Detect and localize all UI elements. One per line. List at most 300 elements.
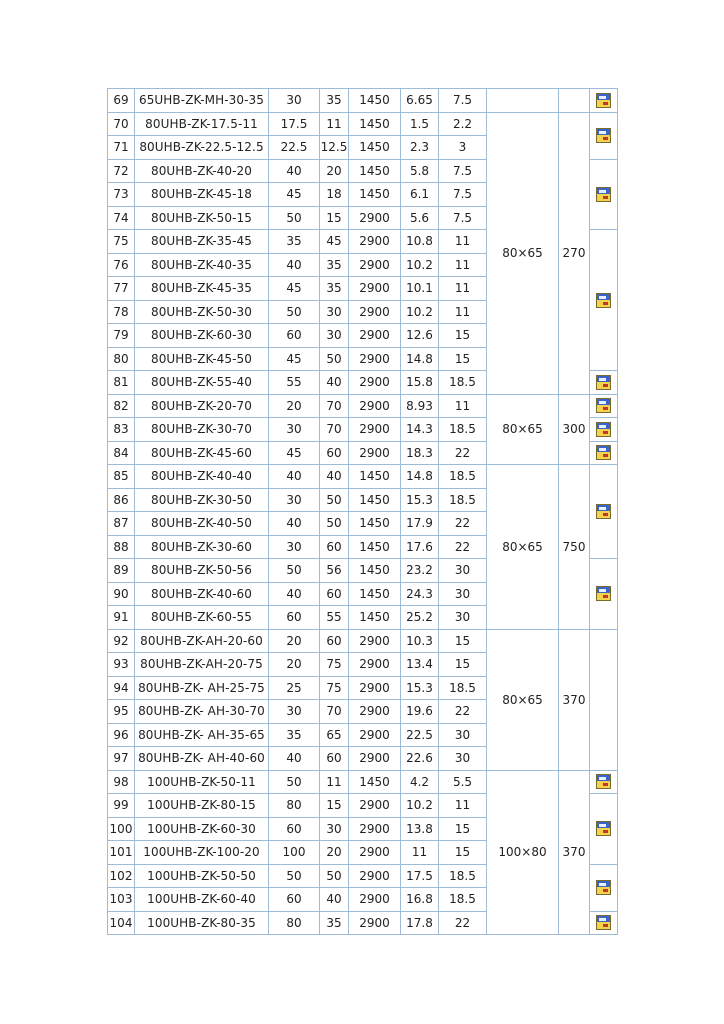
head-cell: 40 xyxy=(320,371,349,395)
drawing-link-cell xyxy=(590,112,618,159)
image-document-icon[interactable] xyxy=(596,445,611,460)
motor-power-cell: 15 xyxy=(439,841,487,865)
motor-power-cell: 18.5 xyxy=(439,488,487,512)
drawing-link-cell xyxy=(590,629,618,770)
image-document-icon[interactable] xyxy=(596,293,611,308)
image-document-icon[interactable] xyxy=(596,187,611,202)
flange-size-cell: 80×65 xyxy=(487,394,559,465)
model-cell: 80UHB-ZK-22.5-12.5 xyxy=(135,136,269,160)
power-cell: 24.3 xyxy=(401,582,439,606)
head-cell: 20 xyxy=(320,841,349,865)
motor-power-cell: 5.5 xyxy=(439,770,487,794)
row-number-cell: 83 xyxy=(108,418,135,442)
flow-cell: 40 xyxy=(269,747,320,771)
flow-cell: 60 xyxy=(269,606,320,630)
drawing-link-cell xyxy=(590,418,618,442)
speed-cell: 2900 xyxy=(349,700,401,724)
table-row xyxy=(108,394,618,418)
head-cell: 60 xyxy=(320,535,349,559)
flange-size-cell: 80×65 xyxy=(487,629,559,770)
motor-power-cell: 7.5 xyxy=(439,89,487,113)
flow-cell: 45 xyxy=(269,183,320,207)
motor-power-cell: 18.5 xyxy=(439,888,487,912)
flow-cell: 50 xyxy=(269,300,320,324)
flow-cell: 50 xyxy=(269,206,320,230)
motor-power-cell: 11 xyxy=(439,277,487,301)
power-cell: 22.5 xyxy=(401,723,439,747)
flange-size-cell: 100×80 xyxy=(487,770,559,935)
flow-cell: 25 xyxy=(269,676,320,700)
flow-cell: 30 xyxy=(269,700,320,724)
drawing-link-cell xyxy=(590,394,618,418)
power-cell: 11 xyxy=(401,841,439,865)
row-number-cell: 99 xyxy=(108,794,135,818)
power-cell: 5.8 xyxy=(401,159,439,183)
row-number-cell: 78 xyxy=(108,300,135,324)
model-cell: 80UHB-ZK-50-56 xyxy=(135,559,269,583)
flow-cell: 45 xyxy=(269,347,320,371)
row-number-cell: 91 xyxy=(108,606,135,630)
row-number-cell: 77 xyxy=(108,277,135,301)
speed-cell: 2900 xyxy=(349,371,401,395)
image-document-icon[interactable] xyxy=(596,821,611,836)
drawing-link-cell xyxy=(590,371,618,395)
flow-cell: 50 xyxy=(269,864,320,888)
head-cell: 15 xyxy=(320,794,349,818)
motor-power-cell: 15 xyxy=(439,653,487,677)
model-cell: 100UHB-ZK-100-20 xyxy=(135,841,269,865)
head-cell: 20 xyxy=(320,159,349,183)
speed-cell: 2900 xyxy=(349,676,401,700)
model-cell: 80UHB-ZK-40-40 xyxy=(135,465,269,489)
image-document-icon[interactable] xyxy=(596,504,611,519)
power-cell: 17.8 xyxy=(401,911,439,935)
speed-cell: 1450 xyxy=(349,465,401,489)
speed-cell: 2900 xyxy=(349,277,401,301)
head-cell: 55 xyxy=(320,606,349,630)
row-number-cell: 101 xyxy=(108,841,135,865)
speed-cell: 2900 xyxy=(349,629,401,653)
power-cell: 5.6 xyxy=(401,206,439,230)
row-number-cell: 79 xyxy=(108,324,135,348)
power-cell: 10.8 xyxy=(401,230,439,254)
model-cell: 80UHB-ZK- AH-40-60 xyxy=(135,747,269,771)
image-document-icon[interactable] xyxy=(596,586,611,601)
row-number-cell: 86 xyxy=(108,488,135,512)
speed-cell: 1450 xyxy=(349,89,401,113)
table-row xyxy=(108,112,618,136)
head-cell: 50 xyxy=(320,864,349,888)
speed-cell: 2900 xyxy=(349,300,401,324)
table-row xyxy=(108,89,618,113)
motor-power-cell: 22 xyxy=(439,700,487,724)
model-cell: 80UHB-ZK-60-30 xyxy=(135,324,269,348)
speed-cell: 2900 xyxy=(349,794,401,818)
row-number-cell: 89 xyxy=(108,559,135,583)
power-cell: 22.6 xyxy=(401,747,439,771)
power-cell: 8.93 xyxy=(401,394,439,418)
motor-power-cell: 15 xyxy=(439,817,487,841)
model-cell: 80UHB-ZK-30-60 xyxy=(135,535,269,559)
head-cell: 65 xyxy=(320,723,349,747)
power-cell: 19.6 xyxy=(401,700,439,724)
flow-cell: 20 xyxy=(269,629,320,653)
image-document-icon[interactable] xyxy=(596,375,611,390)
head-cell: 35 xyxy=(320,89,349,113)
motor-power-cell: 2.2 xyxy=(439,112,487,136)
speed-cell: 2900 xyxy=(349,230,401,254)
motor-power-cell: 7.5 xyxy=(439,183,487,207)
image-document-icon[interactable] xyxy=(596,128,611,143)
power-cell: 13.4 xyxy=(401,653,439,677)
power-cell: 10.2 xyxy=(401,253,439,277)
model-cell: 80UHB-ZK-30-70 xyxy=(135,418,269,442)
speed-cell: 1450 xyxy=(349,582,401,606)
flow-cell: 22.5 xyxy=(269,136,320,160)
row-number-cell: 71 xyxy=(108,136,135,160)
power-cell: 2.3 xyxy=(401,136,439,160)
weight-cell: 300 xyxy=(559,394,590,465)
speed-cell: 2900 xyxy=(349,864,401,888)
flow-cell: 45 xyxy=(269,441,320,465)
flow-cell: 80 xyxy=(269,794,320,818)
motor-power-cell: 7.5 xyxy=(439,206,487,230)
flange-size-cell: 80×65 xyxy=(487,112,559,394)
motor-power-cell: 15 xyxy=(439,347,487,371)
row-number-cell: 80 xyxy=(108,347,135,371)
model-cell: 80UHB-ZK-40-20 xyxy=(135,159,269,183)
power-cell: 25.2 xyxy=(401,606,439,630)
drawing-link-cell xyxy=(590,465,618,559)
drawing-link-cell xyxy=(590,89,618,113)
power-cell: 10.1 xyxy=(401,277,439,301)
power-cell: 1.5 xyxy=(401,112,439,136)
model-cell: 80UHB-ZK-45-60 xyxy=(135,441,269,465)
speed-cell: 1450 xyxy=(349,770,401,794)
motor-power-cell: 30 xyxy=(439,606,487,630)
flow-cell: 40 xyxy=(269,159,320,183)
motor-power-cell: 22 xyxy=(439,911,487,935)
head-cell: 11 xyxy=(320,112,349,136)
power-cell: 15.8 xyxy=(401,371,439,395)
power-cell: 10.2 xyxy=(401,794,439,818)
flow-cell: 35 xyxy=(269,723,320,747)
speed-cell: 2900 xyxy=(349,206,401,230)
speed-cell: 1450 xyxy=(349,136,401,160)
row-number-cell: 102 xyxy=(108,864,135,888)
speed-cell: 2900 xyxy=(349,324,401,348)
image-document-icon[interactable] xyxy=(596,93,611,108)
model-cell: 100UHB-ZK-50-50 xyxy=(135,864,269,888)
power-cell: 10.3 xyxy=(401,629,439,653)
flow-cell: 35 xyxy=(269,230,320,254)
flow-cell: 55 xyxy=(269,371,320,395)
weight-cell xyxy=(559,89,590,113)
motor-power-cell: 15 xyxy=(439,324,487,348)
row-number-cell: 98 xyxy=(108,770,135,794)
head-cell: 70 xyxy=(320,418,349,442)
head-cell: 12.5 xyxy=(320,136,349,160)
head-cell: 70 xyxy=(320,394,349,418)
row-number-cell: 94 xyxy=(108,676,135,700)
speed-cell: 2900 xyxy=(349,911,401,935)
motor-power-cell: 22 xyxy=(439,441,487,465)
power-cell: 18.3 xyxy=(401,441,439,465)
flange-size-cell: 80×65 xyxy=(487,465,559,630)
row-number-cell: 74 xyxy=(108,206,135,230)
head-cell: 40 xyxy=(320,465,349,489)
weight-cell: 270 xyxy=(559,112,590,394)
head-cell: 50 xyxy=(320,512,349,536)
power-cell: 12.6 xyxy=(401,324,439,348)
flow-cell: 40 xyxy=(269,582,320,606)
row-number-cell: 87 xyxy=(108,512,135,536)
image-document-icon[interactable] xyxy=(596,422,611,437)
model-cell: 80UHB-ZK-55-40 xyxy=(135,371,269,395)
motor-power-cell: 18.5 xyxy=(439,864,487,888)
speed-cell: 2900 xyxy=(349,441,401,465)
table-body xyxy=(108,89,618,935)
image-document-icon[interactable] xyxy=(596,915,611,930)
motor-power-cell: 22 xyxy=(439,535,487,559)
motor-power-cell: 15 xyxy=(439,629,487,653)
head-cell: 60 xyxy=(320,441,349,465)
row-number-cell: 81 xyxy=(108,371,135,395)
row-number-cell: 97 xyxy=(108,747,135,771)
head-cell: 60 xyxy=(320,747,349,771)
table-row xyxy=(108,629,618,653)
speed-cell: 2900 xyxy=(349,841,401,865)
flow-cell: 40 xyxy=(269,512,320,536)
speed-cell: 1450 xyxy=(349,512,401,536)
row-number-cell: 69 xyxy=(108,89,135,113)
head-cell: 35 xyxy=(320,277,349,301)
motor-power-cell: 18.5 xyxy=(439,371,487,395)
speed-cell: 1450 xyxy=(349,606,401,630)
motor-power-cell: 11 xyxy=(439,794,487,818)
power-cell: 4.2 xyxy=(401,770,439,794)
row-number-cell: 92 xyxy=(108,629,135,653)
power-cell: 23.2 xyxy=(401,559,439,583)
speed-cell: 2900 xyxy=(349,888,401,912)
flow-cell: 50 xyxy=(269,770,320,794)
motor-power-cell: 11 xyxy=(439,394,487,418)
model-cell: 100UHB-ZK-80-35 xyxy=(135,911,269,935)
motor-power-cell: 11 xyxy=(439,300,487,324)
head-cell: 30 xyxy=(320,300,349,324)
motor-power-cell: 30 xyxy=(439,723,487,747)
flow-cell: 60 xyxy=(269,324,320,348)
row-number-cell: 104 xyxy=(108,911,135,935)
flow-cell: 45 xyxy=(269,277,320,301)
flow-cell: 40 xyxy=(269,465,320,489)
model-cell: 80UHB-ZK-60-55 xyxy=(135,606,269,630)
model-cell: 65UHB-ZK-MH-30-35 xyxy=(135,89,269,113)
model-cell: 80UHB-ZK-50-30 xyxy=(135,300,269,324)
row-number-cell: 76 xyxy=(108,253,135,277)
row-number-cell: 90 xyxy=(108,582,135,606)
motor-power-cell: 11 xyxy=(439,230,487,254)
image-document-icon[interactable] xyxy=(596,774,611,789)
head-cell: 35 xyxy=(320,253,349,277)
speed-cell: 1450 xyxy=(349,159,401,183)
head-cell: 45 xyxy=(320,230,349,254)
weight-cell: 370 xyxy=(559,770,590,935)
motor-power-cell: 3 xyxy=(439,136,487,160)
power-cell: 15.3 xyxy=(401,676,439,700)
weight-cell: 370 xyxy=(559,629,590,770)
flow-cell: 50 xyxy=(269,559,320,583)
flow-cell: 17.5 xyxy=(269,112,320,136)
speed-cell: 2900 xyxy=(349,723,401,747)
flow-cell: 40 xyxy=(269,253,320,277)
flow-cell: 30 xyxy=(269,535,320,559)
speed-cell: 1450 xyxy=(349,535,401,559)
head-cell: 75 xyxy=(320,676,349,700)
speed-cell: 1450 xyxy=(349,183,401,207)
model-cell: 80UHB-ZK-AH-20-60 xyxy=(135,629,269,653)
model-cell: 80UHB-ZK-40-50 xyxy=(135,512,269,536)
motor-power-cell: 30 xyxy=(439,747,487,771)
model-cell: 100UHB-ZK-60-30 xyxy=(135,817,269,841)
model-cell: 80UHB-ZK- AH-30-70 xyxy=(135,700,269,724)
speed-cell: 2900 xyxy=(349,253,401,277)
flow-cell: 80 xyxy=(269,911,320,935)
model-cell: 80UHB-ZK- AH-35-65 xyxy=(135,723,269,747)
row-number-cell: 96 xyxy=(108,723,135,747)
head-cell: 70 xyxy=(320,700,349,724)
drawing-link-cell xyxy=(590,794,618,865)
row-number-cell: 73 xyxy=(108,183,135,207)
head-cell: 50 xyxy=(320,347,349,371)
speed-cell: 1450 xyxy=(349,112,401,136)
speed-cell: 2900 xyxy=(349,418,401,442)
drawing-link-cell xyxy=(590,911,618,935)
pump-spec-table xyxy=(107,88,618,935)
model-cell: 80UHB-ZK-17.5-11 xyxy=(135,112,269,136)
head-cell: 30 xyxy=(320,324,349,348)
row-number-cell: 95 xyxy=(108,700,135,724)
model-cell: 80UHB-ZK-45-35 xyxy=(135,277,269,301)
motor-power-cell: 18.5 xyxy=(439,418,487,442)
image-document-icon[interactable] xyxy=(596,398,611,413)
row-number-cell: 93 xyxy=(108,653,135,677)
row-number-cell: 72 xyxy=(108,159,135,183)
model-cell: 80UHB-ZK-40-35 xyxy=(135,253,269,277)
motor-power-cell: 7.5 xyxy=(439,159,487,183)
power-cell: 17.9 xyxy=(401,512,439,536)
model-cell: 80UHB-ZK-30-50 xyxy=(135,488,269,512)
motor-power-cell: 30 xyxy=(439,582,487,606)
row-number-cell: 75 xyxy=(108,230,135,254)
flange-size-cell xyxy=(487,89,559,113)
weight-cell: 750 xyxy=(559,465,590,630)
model-cell: 100UHB-ZK-60-40 xyxy=(135,888,269,912)
row-number-cell: 84 xyxy=(108,441,135,465)
power-cell: 16.8 xyxy=(401,888,439,912)
head-cell: 50 xyxy=(320,488,349,512)
model-cell: 100UHB-ZK-80-15 xyxy=(135,794,269,818)
head-cell: 18 xyxy=(320,183,349,207)
model-cell: 80UHB-ZK-45-50 xyxy=(135,347,269,371)
flow-cell: 30 xyxy=(269,89,320,113)
model-cell: 100UHB-ZK-50-11 xyxy=(135,770,269,794)
speed-cell: 1450 xyxy=(349,559,401,583)
head-cell: 40 xyxy=(320,888,349,912)
drawing-link-cell xyxy=(590,159,618,230)
head-cell: 56 xyxy=(320,559,349,583)
power-cell: 17.5 xyxy=(401,864,439,888)
row-number-cell: 82 xyxy=(108,394,135,418)
speed-cell: 2900 xyxy=(349,394,401,418)
model-cell: 80UHB-ZK-50-15 xyxy=(135,206,269,230)
model-cell: 80UHB-ZK-AH-20-75 xyxy=(135,653,269,677)
power-cell: 13.8 xyxy=(401,817,439,841)
head-cell: 60 xyxy=(320,582,349,606)
drawing-link-cell xyxy=(590,770,618,794)
flow-cell: 60 xyxy=(269,888,320,912)
flow-cell: 100 xyxy=(269,841,320,865)
power-cell: 14.3 xyxy=(401,418,439,442)
row-number-cell: 103 xyxy=(108,888,135,912)
power-cell: 14.8 xyxy=(401,465,439,489)
model-cell: 80UHB-ZK-40-60 xyxy=(135,582,269,606)
row-number-cell: 85 xyxy=(108,465,135,489)
table-row xyxy=(108,465,618,489)
motor-power-cell: 30 xyxy=(439,559,487,583)
drawing-link-cell xyxy=(590,441,618,465)
head-cell: 11 xyxy=(320,770,349,794)
flow-cell: 20 xyxy=(269,653,320,677)
motor-power-cell: 11 xyxy=(439,253,487,277)
speed-cell: 2900 xyxy=(349,747,401,771)
model-cell: 80UHB-ZK-20-70 xyxy=(135,394,269,418)
motor-power-cell: 18.5 xyxy=(439,676,487,700)
head-cell: 60 xyxy=(320,629,349,653)
row-number-cell: 70 xyxy=(108,112,135,136)
drawing-link-cell xyxy=(590,230,618,371)
speed-cell: 1450 xyxy=(349,488,401,512)
row-number-cell: 100 xyxy=(108,817,135,841)
flow-cell: 20 xyxy=(269,394,320,418)
image-document-icon[interactable] xyxy=(596,880,611,895)
power-cell: 17.6 xyxy=(401,535,439,559)
flow-cell: 60 xyxy=(269,817,320,841)
table-row xyxy=(108,770,618,794)
head-cell: 15 xyxy=(320,206,349,230)
row-number-cell: 88 xyxy=(108,535,135,559)
model-cell: 80UHB-ZK- AH-25-75 xyxy=(135,676,269,700)
motor-power-cell: 18.5 xyxy=(439,465,487,489)
power-cell: 15.3 xyxy=(401,488,439,512)
power-cell: 10.2 xyxy=(401,300,439,324)
motor-power-cell: 22 xyxy=(439,512,487,536)
head-cell: 30 xyxy=(320,817,349,841)
power-cell: 14.8 xyxy=(401,347,439,371)
drawing-link-cell xyxy=(590,864,618,911)
drawing-link-cell xyxy=(590,559,618,630)
head-cell: 75 xyxy=(320,653,349,677)
power-cell: 6.1 xyxy=(401,183,439,207)
model-cell: 80UHB-ZK-35-45 xyxy=(135,230,269,254)
flow-cell: 30 xyxy=(269,488,320,512)
speed-cell: 2900 xyxy=(349,347,401,371)
speed-cell: 2900 xyxy=(349,653,401,677)
power-cell: 6.65 xyxy=(401,89,439,113)
speed-cell: 2900 xyxy=(349,817,401,841)
head-cell: 35 xyxy=(320,911,349,935)
flow-cell: 30 xyxy=(269,418,320,442)
